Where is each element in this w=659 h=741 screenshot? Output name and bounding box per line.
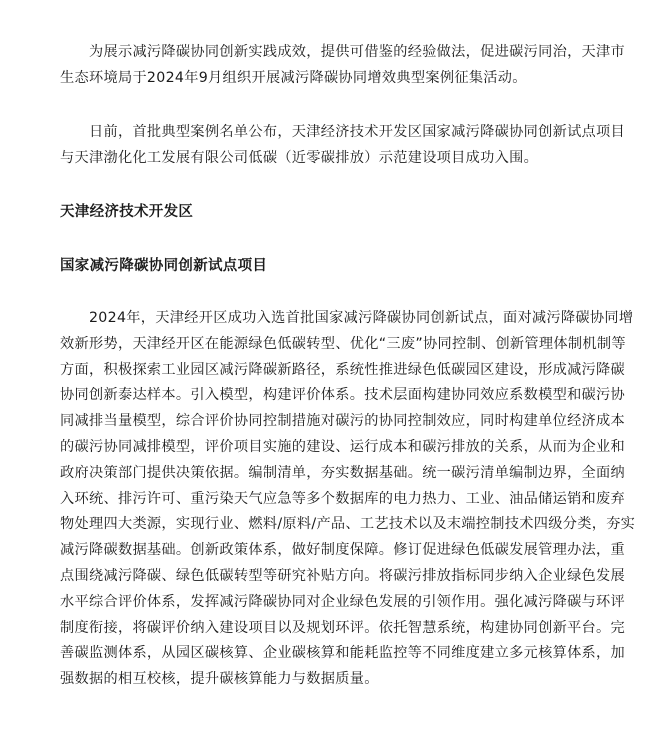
announcement-paragraph: 日前，首批典型案例名单公布，天津经济技术开发区国家减污降碳协同创新试点项目与天津渤化化工发展有限公司低碳（近零碳排放）示范建设项目成功入围。 <box>60 124 626 166</box>
intro-paragraph: 为展示减污降碳协同创新实践成效，提供可借鉴的经验做法，促进碳污同治，天津市生态环境局于2024年9月组织开展减污降碳协同增效典型案例征集活动。 <box>60 44 626 86</box>
body-paragraph: 2024年，天津经开区成功入选首批国家减污降碳协同创新试点，面对减污降碳协同增效新形势，天津经开区在能源绿色低碳转型、优化“三废”协同控制、创新管理体制机制等方面，积极探索工业园区减污降碳新路径，系统性推进绿色低碳园区建设，形成减污降碳协同创新泰达样本。引入模型，构建评价体系。技术层面构建协同效应系数模型和碳污协同减排当量模型，综合评价协同控制措施对碳污的协同控制效应，同时构建单位经济成本的碳污协同减排模型，评价项目实施的建设、运行成本和碳污排放的关系，从而为企业和政府决策部门提供决策依据。编制清单，夯实数据基础。统一碳污清单编制边界，全面纳入环统、排污许可、重污染天气应急等多个数据库的电力热力、工业、油品储运销和废弃物处理四大类源，实现行业、燃料/原料/产品、工艺技术以及末端控制技术四级分类，夯实减污降碳数据基础。创新政策体系，做好制度保障。修订促进绿色低碳发展管理办法，重点围绕减污降碳、绿色低碳转型等研究补贴方向。将碳污排放指标同步纳入企业绿色发展水平综合评价体系，发挥减污降碳协同对企业绿色发展的引领作用。强化减污降碳与环评制度衔接，将碳评价纳入建设项目以及规划环评。依托智慧系统，构建协同创新平台。完善碳监测体系，从园区碳核算、企业碳核算和能耗监控等不同维度建立多元核算体系，加强数据的相互校核，提升碳核算能力与数据质量。 <box>60 310 636 688</box>
section-heading: 天津经济技术开发区 <box>60 204 194 220</box>
sub-heading: 国家减污降碳协同创新试点项目 <box>60 258 268 274</box>
